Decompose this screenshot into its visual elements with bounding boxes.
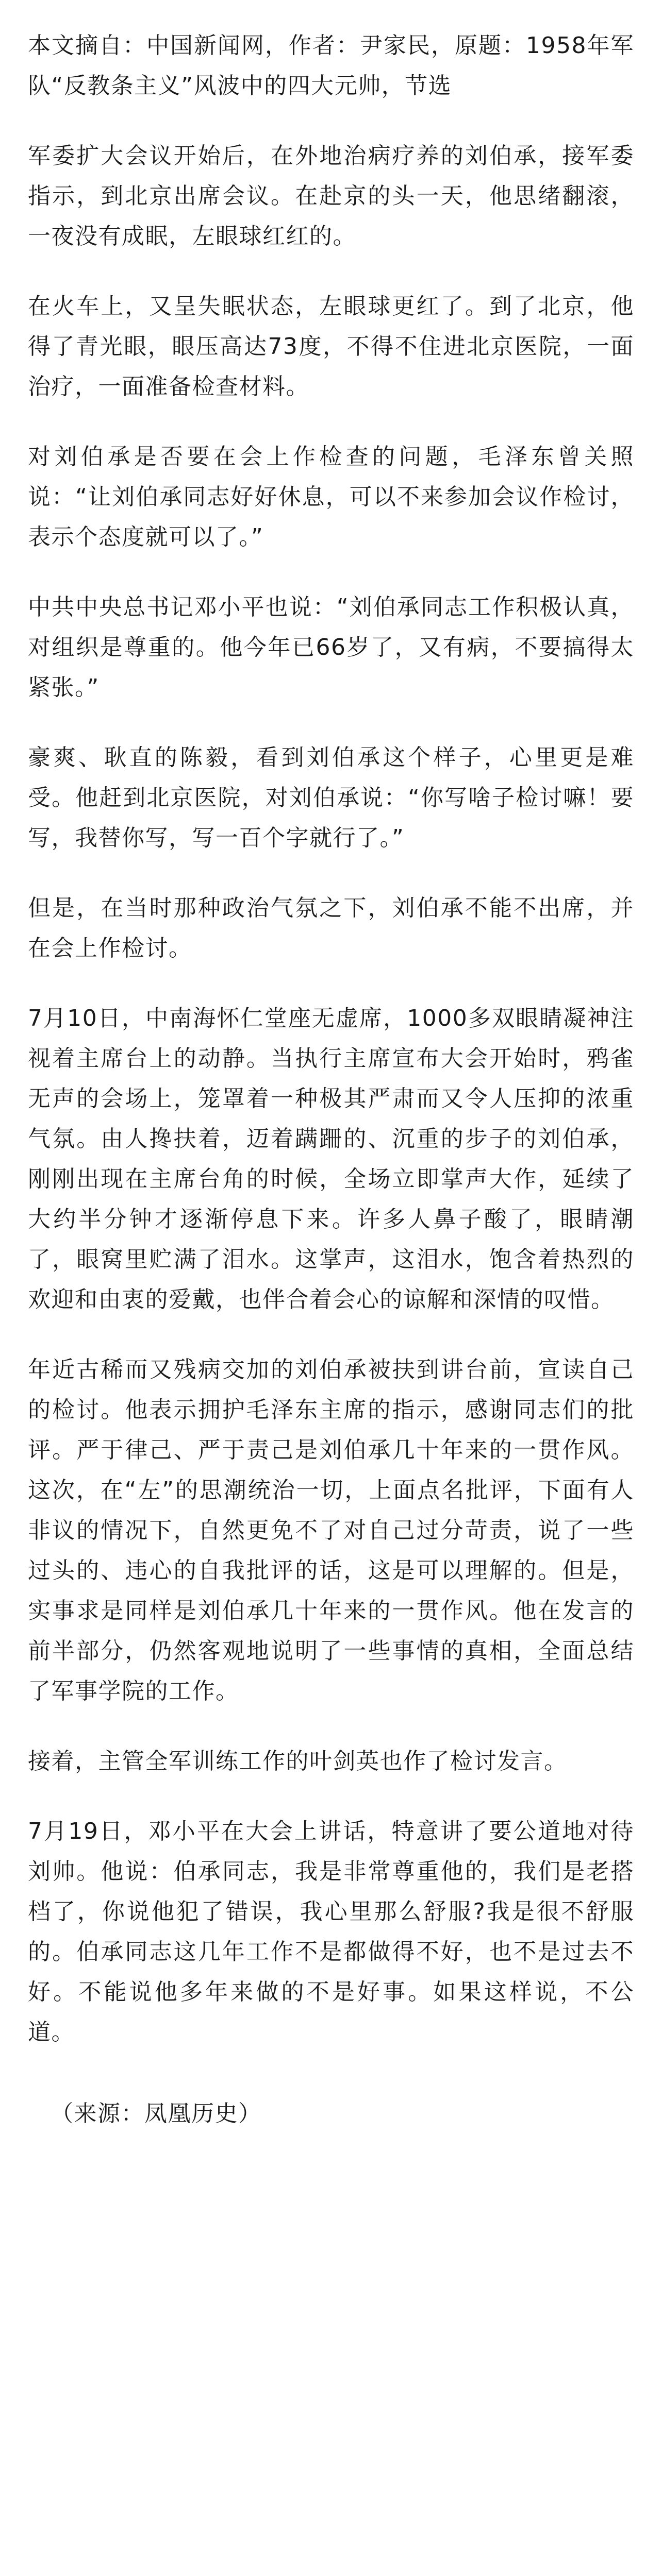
paragraph: 在火车上，又呈失眠状态，左眼球更红了。到了北京，他得了青光眼，眼压高达73度，不得不住进北京医院，一面治疗，一面准备检查材料。 — [28, 293, 634, 400]
paragraph: 年近古稀而又残病交加的刘伯承被扶到讲台前，宣读自己的检讨。他表示拥护毛泽东主席的指示，感谢同志们的批评。严于律己、严于责己是刘伯承几十年来的一贯作风。这次，在“左”的思潮统治一切，上面点名批评，下面有人非议的情况下，自然更免不了对自己过分苛责，说了一些过头的、违心的自我批评的话，这是可以理解的。但是，实事求是同样是刘伯承几十年来的一贯作风。他在发言的前半部分，仍然客观地说明了一些事情的真相，全面总结了军事学院的工作。 — [28, 1357, 634, 1704]
paragraph: 军委扩大会议开始后，在外地治病疗养的刘伯承，接军委指示，到北京出席会议。在赴京的头一天，他思绪翻滚，一夜没有成眠，左眼球红红的。 — [28, 143, 634, 249]
paragraph: 但是，在当时那种政治气氛之下，刘伯承不能不出席，并在会上作检讨。 — [28, 895, 634, 961]
paragraph: 豪爽、耿直的陈毅，看到刘伯承这个样子，心里更是难受。他赶到北京医院，对刘伯承说：“你写啥子检讨嘛！要写，我替你写，写一百个字就行了。” — [28, 744, 634, 851]
paragraph-excerpt-note: 本文摘自：中国新闻网，作者：尹家民，原题：1958年军队“反教条主义”风波中的四大元帅，节选 — [28, 32, 634, 99]
paragraph: 对刘伯承是否要在会上作检查的问题，毛泽东曾关照说：“让刘伯承同志好好休息，可以不来参加会议作检讨，表示个态度就可以了。” — [28, 444, 634, 550]
source-attribution: （来源：凤凰历史） — [51, 2100, 262, 2127]
paragraph: 7月10日，中南海怀仁堂座无虚席，1000多双眼睛凝神注视着主席台上的动静。当执行主席宣布大会开始时，鸦雀无声的会场上，笼罩着一种极其严肃而又令人压抑的浓重气氛。由人搀扶着，迈着蹒跚的、沉重的步子的刘伯承，刚刚出现在主席台角的时候，全场立即掌声大作，延续了大约半分钟才逐渐停息下来。许多人鼻子酸了，眼睛潮了，眼窝里贮满了泪水。这掌声，这泪水，饱含着热烈的欢迎和由衷的爱戴，也伴合着会心的谅解和深情的叹惜。 — [28, 1005, 634, 1313]
article-body — [28, 26, 634, 2164]
paragraph: 中共中央总书记邓小平也说：“刘伯承同志工作积极认真，对组织是尊重的。他今年已66岁了，又有病，不要搞得太紧张。” — [28, 594, 634, 701]
paragraph: 7月19日，邓小平在大会上讲话，特意讲了要公道地对待刘帅。他说：伯承同志，我是非常尊重他的，我们是老搭档了，你说他犯了错误，我心里那么舒服?我是很不舒服的。伯承同志这几年工作不是都做得不好，也不是过去不好。不能说他多年来做的不是好事。如果这样说，不公道。 — [28, 1818, 634, 2045]
paragraph: 接着，主管全军训练工作的叶剑英也作了检讨发言。 — [28, 1748, 568, 1774]
